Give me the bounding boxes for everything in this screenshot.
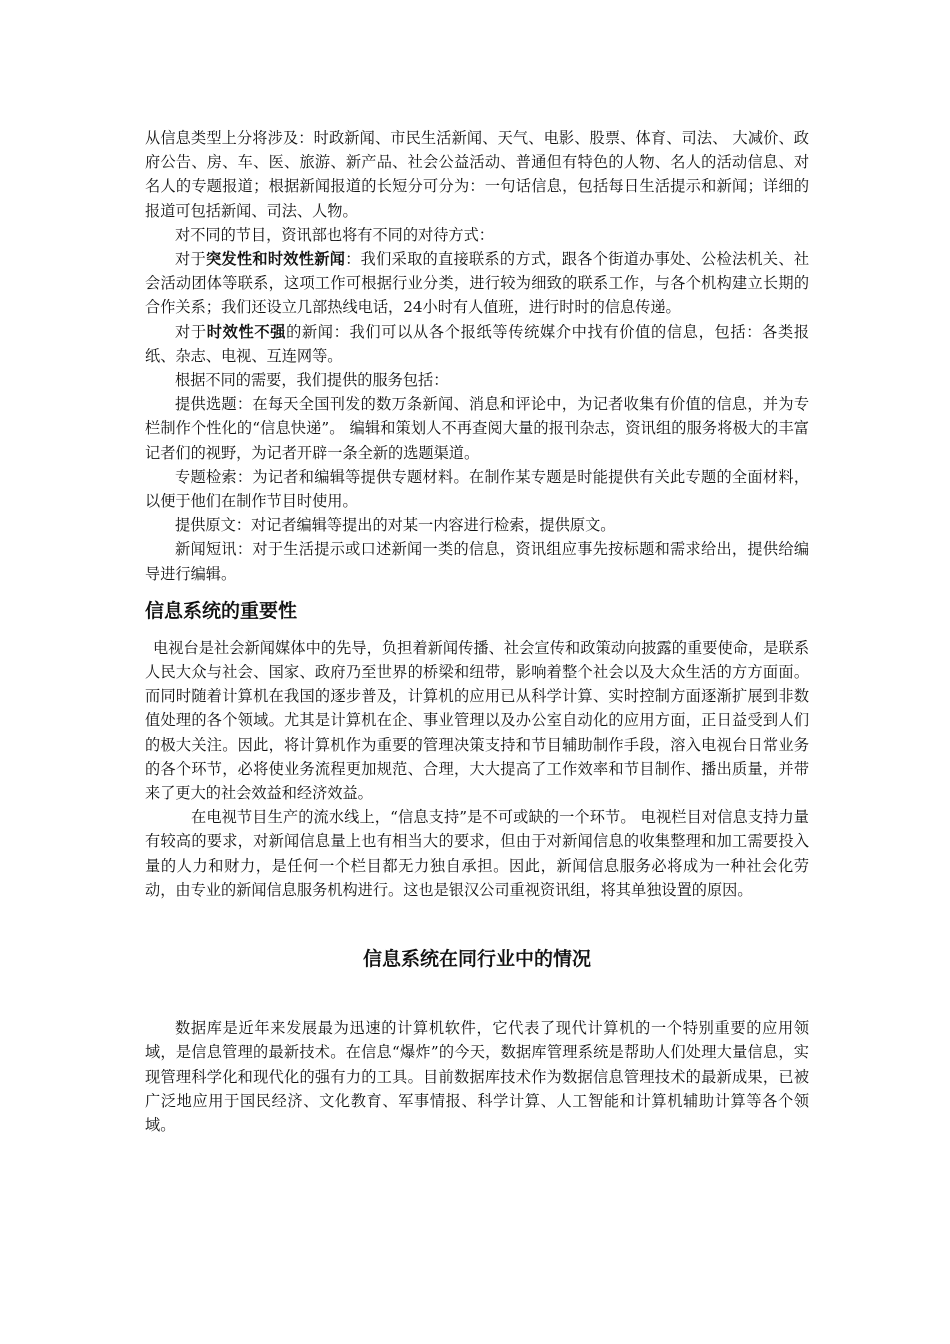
- text-prefix: 对于: [175, 322, 207, 341]
- paragraph-database: 数据库是近年来发展最为迅速的计算机软件，它代表了现代计算机的一个特别重要的应用领域，是信息管理的最新技术。在信息“爆炸”的今天，数据库管理系统是帮助人们处理大量信息，实现管理科学化和现代化的强有力的工具。目前数据库技术作为数据信息管理技术的最新成果，已被广泛地应用于国民经济、文化教育、军事情报、科学计算、人工智能和计算机辅助计算等各个领域。: [145, 1019, 809, 1134]
- text-body: 的新闻：我们可以从各个报纸等传统媒介中找有价值的信息，包括：各类报纸、杂志、电视、互连网等。: [145, 322, 810, 365]
- paragraph-info-support: 在电视节目生产的流水线上，“信息支持”是不可或缺的一个环节。 电视栏目对信息支持力量有较高的要求，对新闻信息量上也有相当大的要求，但由于对新闻信息的收集整理和加工需要投入量的人力和财力，是任何一个栏目都无力独自承担。因此，新闻信息服务必将成为一种社会化劳动，由专业的新闻信息服务机构进行。这也是银汉公司重视资讯组，将其单独设置的原因。: [145, 808, 809, 899]
- paragraph-tv-station: 电视台是社会新闻媒体中的先导，负担着新闻传播、社会宣传和政策动向披露的重要使命，是联系人民大众与社会、国家、政府乃至世界的桥梁和纽带，影响着整个社会以及大众生活的方方面面。而同时随着计算机在我国的逐步普及，计算机的应用已从科学计算、实时控制方面逐渐扩展到非数值处理的各个领域。尤其是计算机在企、事业管理以及办公室自动化的应用方面，正日益受到人们的极大关注。因此，将计算机作为重要的管理决策支持和节目辅助制作手段，溶入电视台日常业务的各个环节，必将使业务流程更加规范、合理，大大提高了工作效率和节目制作、播出质量，并带来了更大的社会效益和经济效益。: [145, 638, 809, 803]
- section-heading-importance: 信息系统的重要性: [145, 599, 298, 622]
- paragraph-service-original: 提供原文：对记者编辑等提出的对某一内容进行检索，提供原文。: [175, 516, 616, 535]
- paragraph-service-search: 专题检索：为记者和编辑等提供专题材料。在制作某专题是时能提供有关此专题的全面材料，以便于他们在制作节目时使用。: [145, 467, 809, 511]
- bold-term-breaking-news: 突发性和时效性新闻: [205, 250, 346, 269]
- paragraph-services-intro: 根据不同的需要，我们提供的服务包括：: [175, 371, 449, 390]
- text-prefix: 对于: [175, 250, 206, 269]
- paragraph-breaking-news: [145, 247, 809, 320]
- bold-term-non-urgent: 时效性不强: [206, 322, 287, 341]
- paragraph-service-topics: 提供选题：在每天全国刊发的数万条新闻、消息和评论中，为记者收集有价值的信息，并为专栏制作个性化的“信息快递”。 编辑和策划人不再查阅大量的报刊杂志，资讯组的服务将极大的丰富记者们的视野，为记者开辟一条全新的选题渠道。: [145, 395, 809, 462]
- paragraph-non-urgent-news: [145, 320, 809, 368]
- paragraph-info-types: 从信息类型上分将涉及：时政新闻、市民生活新闻、天气、电影、股票、体育、司法、 大减价、政府公告、房、车、医、旅游、新产品、社会公益活动、普通但有特色的人物、名人的活动信息、对名人的专题报道；根据新闻报道的长短分可分为：一句话信息，包括每日生活提示和新闻；详细的报道可包括新闻、司法、人物。: [145, 129, 809, 220]
- section-heading-industry: 信息系统在同行业中的情况: [362, 948, 591, 971]
- text-body: ：我们采取的直接联系的方式，跟各个街道办事处、公检法机关、社会活动团体等联系，这项工作可根据行业分类，进行较为细致的联系工作，与各个机构建立长期的合作关系；我们还设立几部热线电话，24小时有人值班，进行时时的信息传递。: [145, 250, 810, 317]
- paragraph-service-briefs: 新闻短讯：对于生活提示或口述新闻一类的信息，资讯组应事先按标题和需求给出，提供给编导进行编辑。: [145, 540, 809, 583]
- paragraph-different-programs: 对不同的节目，资讯部也将有不同的对待方式：: [175, 225, 494, 244]
- document-body: [145, 126, 809, 1137]
